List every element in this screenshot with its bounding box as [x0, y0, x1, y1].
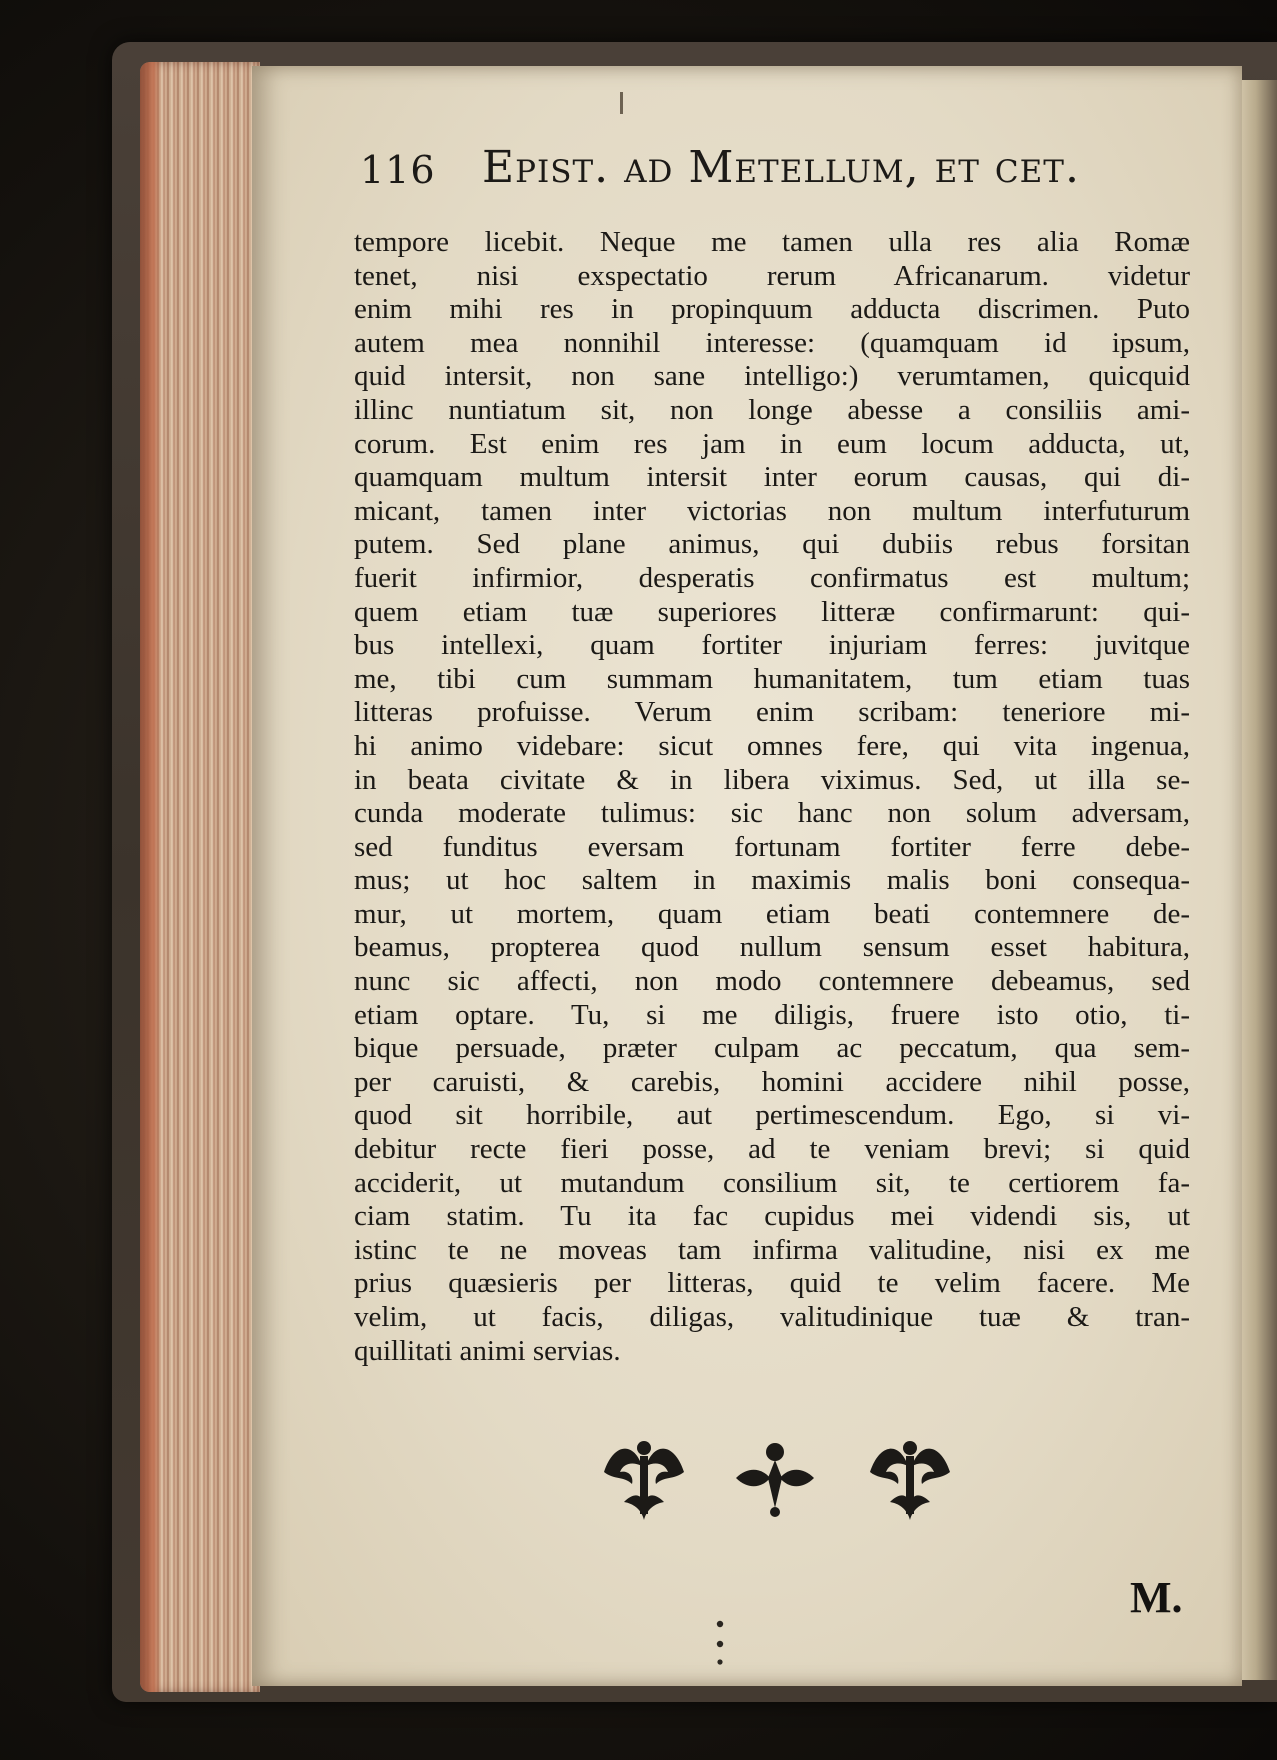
page-mark [620, 92, 623, 114]
text-line: cunda moderate tulimus: sic hanc non solum adversam, [354, 797, 1190, 830]
text-line: quillitati animi servias. [354, 1334, 621, 1367]
printers-ornament [594, 1432, 966, 1522]
body-text [354, 226, 1190, 1368]
text-line: bus intellexi, quam fortiter injuriam ferres: juvitque [354, 629, 1190, 662]
text-line: enim mihi res in propinquum adducta discrimen. Puto [354, 293, 1190, 326]
text-line: nunc sic affecti, non modo contemnere debeamus, sed [354, 965, 1190, 998]
page-number: 116 [360, 148, 436, 192]
fleuron-right-icon [860, 1432, 960, 1522]
text-line: etiam optare. Tu, si me diligis, fruere isto otio, ti- [354, 998, 1190, 1031]
text-line: per caruisti, & carebis, homini accidere nihil posse, [354, 1065, 1190, 1098]
text-line: me, tibi cum summam humanitatem, tum etiam tuas [354, 662, 1190, 695]
facing-page-edge [1242, 80, 1277, 1680]
running-title: Epist. ad Metellum, et cet. [482, 142, 1080, 193]
fleuron-left-icon [594, 1432, 694, 1522]
text-line: quem etiam tuæ superiores litteræ confirmarunt: qui- [354, 595, 1190, 628]
signature-dots-icon [715, 1618, 725, 1668]
text-line: quamquam multum intersit inter eorum causas, qui di- [354, 461, 1190, 494]
text-line: autem mea nonnihil interesse: (quamquam id ipsum, [354, 326, 1190, 359]
running-head [360, 140, 1160, 200]
text-line: sed funditus eversam fortunam fortiter ferre debe- [354, 830, 1190, 863]
text-line: hi animo videbare: sicut omnes fere, qui vita ingenua, [354, 729, 1190, 762]
text-line: fuerit infirmior, desperatis confirmatus est multum; [354, 561, 1190, 594]
catchword: M. [1130, 1573, 1183, 1622]
text-line: micant, tamen inter victorias non multum interfuturum [354, 494, 1190, 527]
text-line: debitur recte fieri posse, ad te veniam brevi; si quid [354, 1133, 1190, 1166]
text-line: in beata civitate & in libera viximus. Sed, ut illa se- [354, 763, 1190, 796]
text-line: istinc te ne moveas tam infirma valitudine, nisi ex me [354, 1233, 1190, 1266]
text-line: quod sit horribile, aut pertimescendum. Ego, si vi- [354, 1099, 1190, 1132]
text-line: mur, ut mortem, quam etiam beati contemnere de- [354, 897, 1190, 930]
text-line: corum. Est enim res jam in eum locum adducta, ut, [354, 427, 1190, 460]
text-line: prius quæsieris per litteras, quid te velim facere. Me [354, 1267, 1190, 1300]
text-line: beamus, propterea quod nullum sensum esset habitura, [354, 931, 1190, 964]
text-line: mus; ut hoc saltem in maximis malis boni consequa- [354, 864, 1190, 897]
text-line: putem. Sed plane animus, qui dubiis rebus forsitan [354, 528, 1190, 561]
text-line: ciam statim. Tu ita fac cupidus mei videndi sis, ut [354, 1200, 1190, 1233]
fleuron-center-icon [730, 1438, 820, 1518]
text-line: tenet, nisi exspectatio rerum Africanarum. videtur [354, 259, 1190, 292]
text-line: bique persuade, præter culpam ac peccatum, qua sem- [354, 1032, 1190, 1065]
text-line: quid intersit, non sane intelligo:) verumtamen, quicquid [354, 360, 1190, 393]
text-line: velim, ut facis, diligas, valitudinique tuæ & tran- [354, 1301, 1190, 1333]
text-line: litteras profuisse. Verum enim scribam: teneriore mi- [354, 696, 1190, 729]
page-edges [140, 62, 260, 1692]
text-line: illinc nuntiatum sit, non longe abesse a consiliis ami- [354, 393, 1190, 426]
text-line: tempore licebit. Neque me tamen ulla res alia Romæ [354, 226, 1190, 258]
text-line: acciderit, ut mutandum consilium sit, te certiorem fa- [354, 1166, 1190, 1199]
